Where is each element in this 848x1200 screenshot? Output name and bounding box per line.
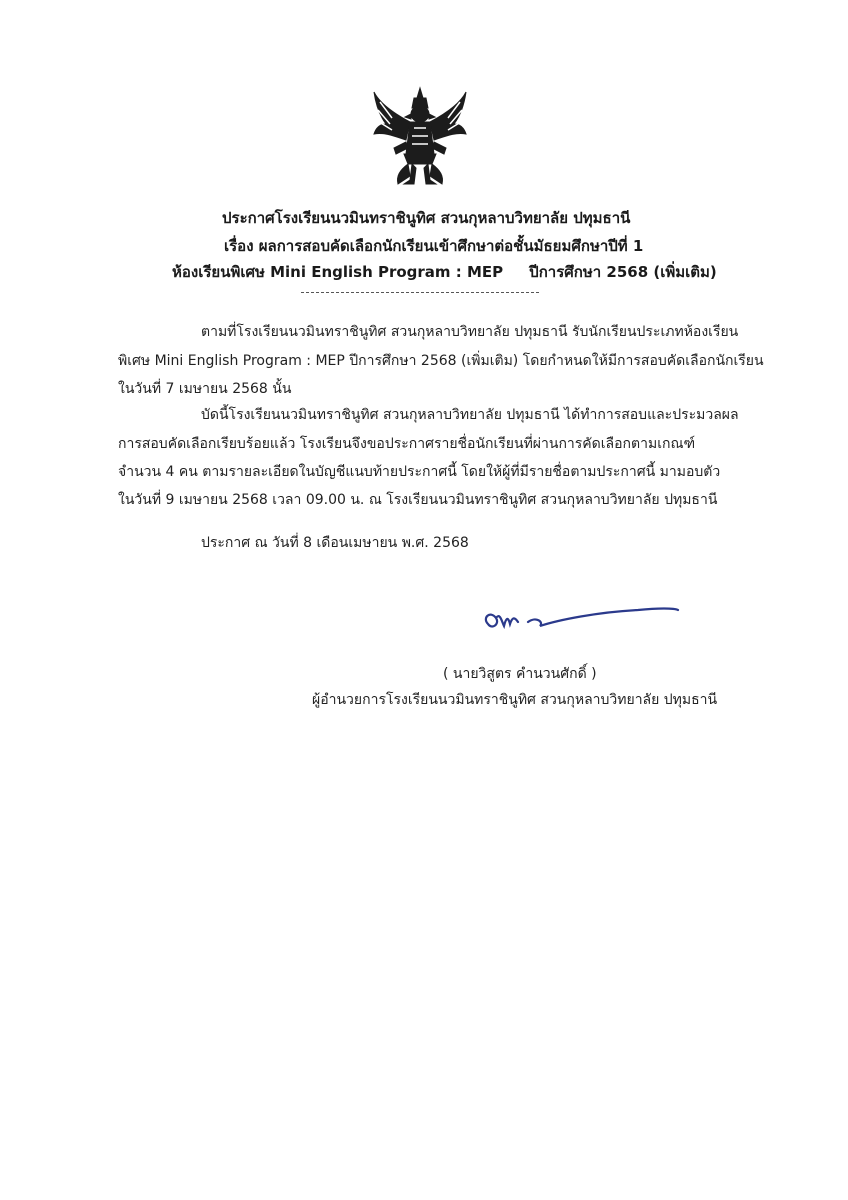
- signatory-name: ( นายวิสูตร คำนวนศักดิ์ ): [443, 666, 597, 682]
- paragraph-2-line-3: จำนวน 4 คน ตามรายละเอียดในบัญชีแนบท้ายประกาศนี้ โดยให้ผู้ที่มีรายชื่อตามประกาศนี้ มามอบตัว: [118, 464, 721, 480]
- announcement-program-line: [172, 262, 717, 282]
- signatory-position: ผู้อำนวยการโรงเรียนนวมินทราชินูทิศ สวนกุหลาบวิทยาลัย ปทุมธานี: [312, 692, 718, 708]
- paragraph-2-line-1: บัดนี้โรงเรียนนวมินทราชินูทิศ สวนกุหลาบวิทยาลัย ปทุมธานี ได้ทำการสอบและประมวลผล: [201, 407, 739, 423]
- academic-year: ปีการศึกษา 2568 (เพิ่มเติม): [529, 263, 717, 281]
- handwritten-signature: [478, 598, 688, 638]
- announcement-date: ประกาศ ณ วันที่ 8 เดือนเมษายน พ.ศ. 2568: [201, 535, 469, 551]
- paragraph-1-line-2: พิเศษ Mini English Program : MEP ปีการศึกษา 2568 (เพิ่มเติม) โดยกำหนดให้มีการสอบคัดเลือกนักเรียน: [118, 353, 764, 369]
- paragraph-2-line-2: การสอบคัดเลือกเรียบร้อยแล้ว โรงเรียนจึงขอประกาศรายชื่อนักเรียนที่ผ่านการคัดเลือกตามเกณฑ์: [118, 436, 696, 452]
- paragraph-1-line-3: ในวันที่ 7 เมษายน 2568 นั้น: [118, 381, 292, 397]
- paragraph-2-line-4: ในวันที่ 9 เมษายน 2568 เวลา 09.00 น. ณ โรงเรียนนวมินทราชินูทิศ สวนกุหลาบวิทยาลัย ปทุมธานี: [118, 492, 718, 508]
- title-divider: [301, 292, 539, 293]
- announcement-subject: เรื่อง ผลการสอบคัดเลือกนักเรียนเข้าศึกษาต่อชั้นมัธยมศึกษาปีที่ 1: [224, 237, 644, 255]
- garuda-emblem-icon: [370, 84, 470, 194]
- program-name: ห้องเรียนพิเศษ Mini English Program : MEP: [172, 263, 504, 281]
- announcement-title: ประกาศโรงเรียนนวมินทราชินูทิศ สวนกุหลาบวิทยาลัย ปทุมธานี: [222, 209, 631, 227]
- paragraph-1-line-1: ตามที่โรงเรียนนวมินทราชินูทิศ สวนกุหลาบวิทยาลัย ปทุมธานี รับนักเรียนประเภทห้องเรียน: [201, 324, 739, 340]
